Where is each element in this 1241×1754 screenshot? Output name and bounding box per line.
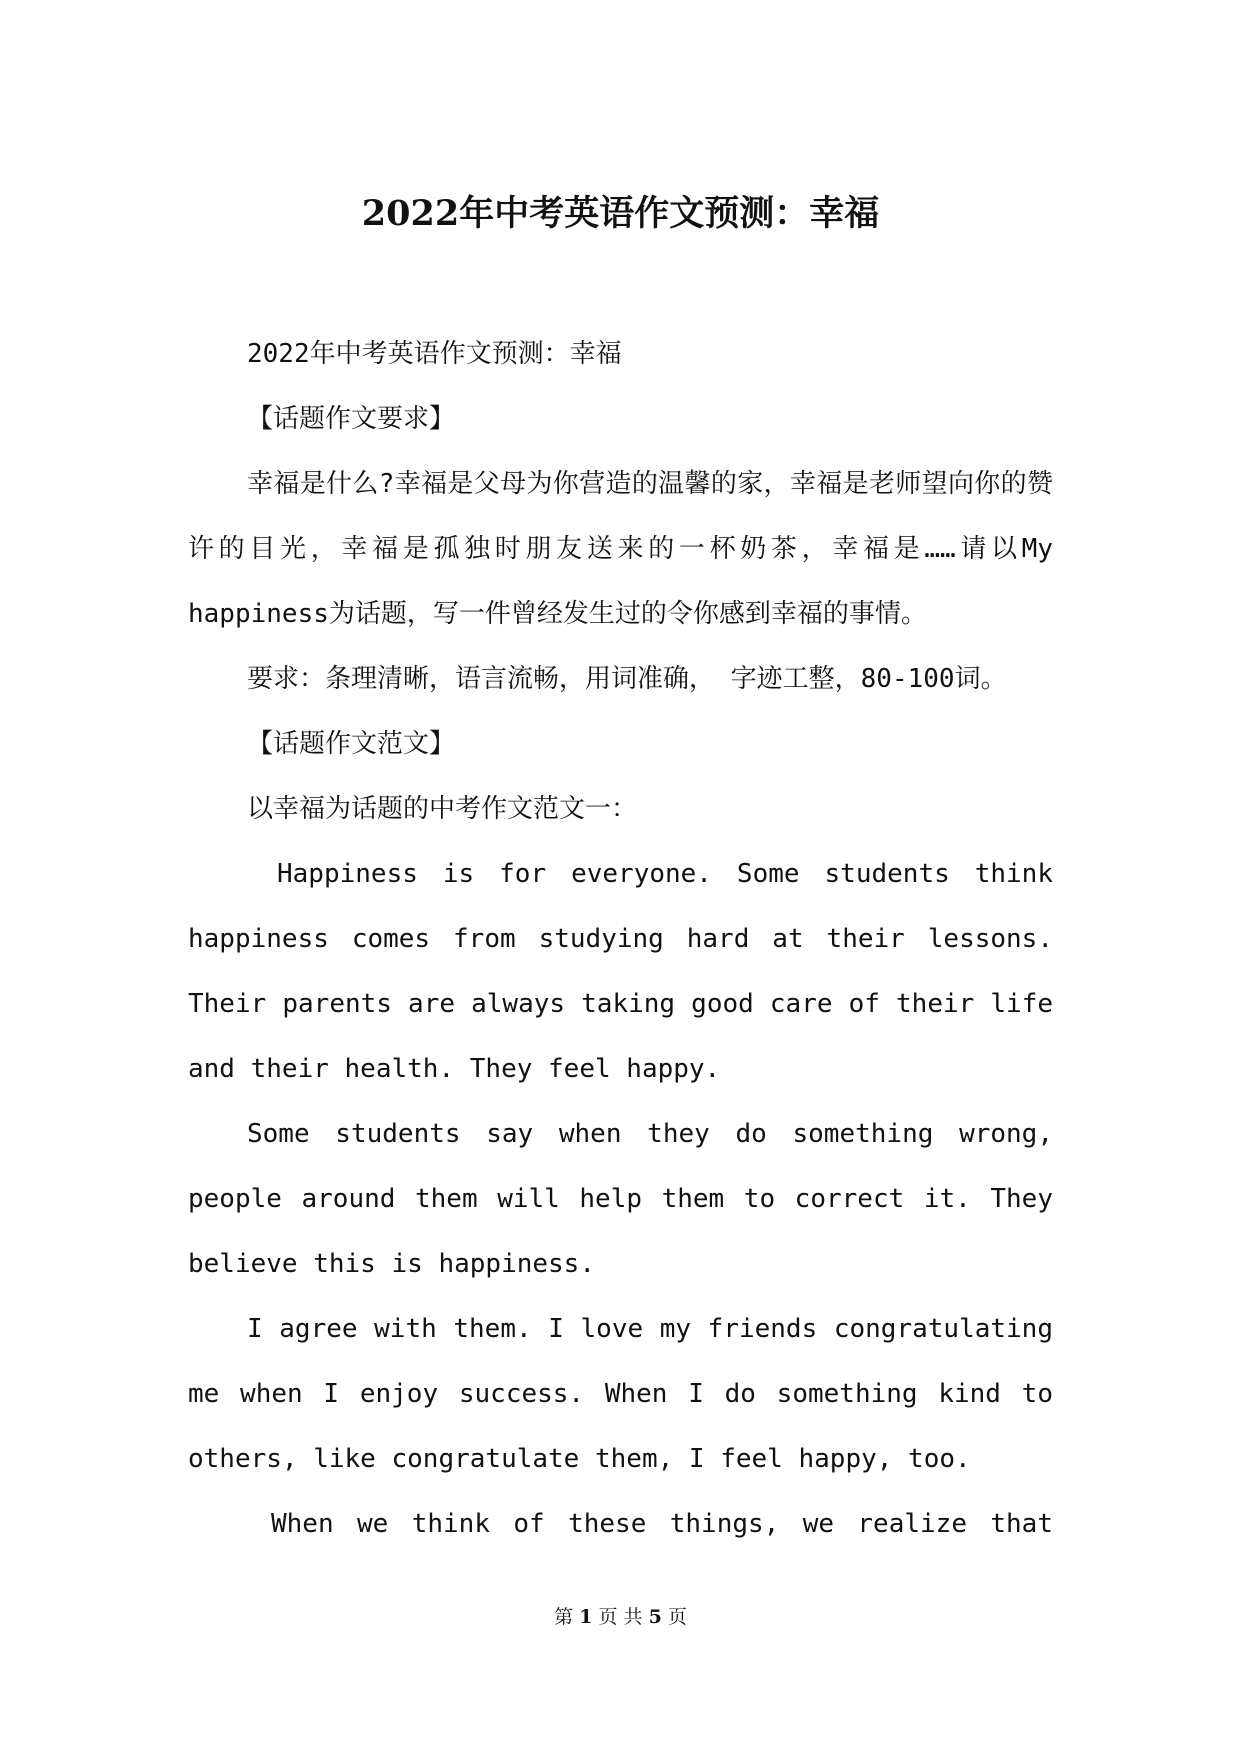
paragraph-heading: 2022年中考英语作文预测：幸福 (247, 339, 622, 369)
page-footer (0, 1604, 1241, 1630)
sample-paragraph-4: When we think of these things, we realize that (271, 1509, 1053, 1539)
footer-suffix: 页 (667, 1606, 687, 1628)
paragraph-requirements: 要求：条理清晰，语言流畅，用词准确， 字迹工整，80-100词。 (247, 664, 1007, 694)
footer-page-number: 1 (579, 1606, 593, 1628)
section-label-requirements: 【话题作文要求】 (247, 404, 456, 434)
footer-middle: 页 共 (598, 1606, 643, 1628)
paragraph-prompt: 幸福是什么?幸福是父母为你营造的温馨的家，幸福是老师望向你的赞许的目光，幸福是孤独时朋友送来的一杯奶茶，幸福是……请以My happiness为话题，写一件曾经发生过的令你感到幸福的事情。 (188, 469, 1053, 629)
section-label-samples: 【话题作文范文】 (247, 729, 456, 759)
footer-prefix: 第 (554, 1606, 574, 1628)
sample-paragraph-3: I agree with them. I love my friends congratulating me when I enjoy success. When I do something kind to others, like congratulate them, I feel happy, too. (188, 1314, 1053, 1474)
sample-heading: 以幸福为话题的中考作文范文一： (247, 794, 638, 824)
footer-total-pages: 5 (648, 1606, 662, 1628)
sample-paragraph-1: Happiness is for everyone. Some students think happiness comes from studying hard at their lessons. Their parents are always taking good care of their life and their health. They feel happy. (188, 859, 1053, 1084)
sample-paragraph-2: Some students say when they do something wrong, people around them will help them to correct it. They believe this is happiness. (188, 1119, 1053, 1279)
document-body (188, 322, 1053, 1557)
document-title: 2022年中考英语作文预测：幸福 (361, 193, 880, 234)
